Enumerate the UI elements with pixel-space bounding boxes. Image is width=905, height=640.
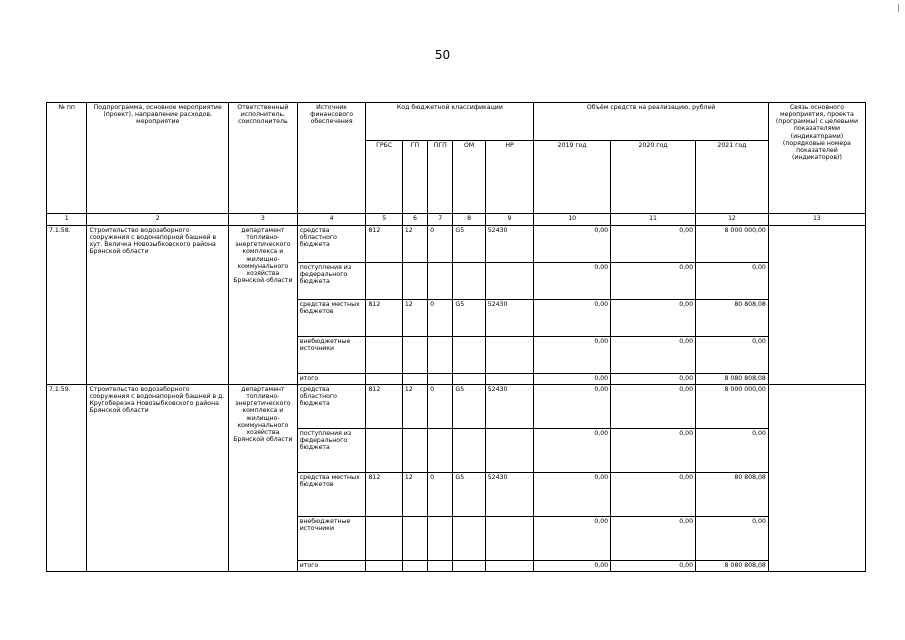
nr-code [485, 337, 534, 374]
record-number: 7.1.59. [47, 385, 87, 572]
header-budget-code: Код бюджетной классификации [366, 103, 534, 141]
header-gp: ГП [402, 141, 427, 214]
amount-2019: 0,00 [534, 517, 611, 561]
col-number: 13 [768, 214, 865, 226]
gp-code: 12 [402, 226, 427, 263]
total-2019: 0,00 [534, 561, 611, 572]
amount-2021: 0,00 [696, 517, 769, 561]
amount-2021: 0,00 [696, 263, 769, 300]
pgp-code: 0 [428, 226, 453, 263]
amount-2020: 0,00 [611, 473, 696, 517]
header-pgp: ПГП [428, 141, 453, 214]
amount-2021: 80 808,08 [696, 300, 769, 337]
amount-2020: 0,00 [611, 337, 696, 374]
indicator-link [768, 226, 865, 385]
funding-source: средства областного бюджета [297, 226, 366, 263]
header-amount: Объём средств на реализацию, рублей [534, 103, 769, 141]
gp-code [402, 263, 427, 300]
gp-code [402, 429, 427, 473]
scan-edge-mark [898, 4, 899, 12]
header-2020: 2020 год [611, 141, 696, 214]
col-number: 8 [453, 214, 485, 226]
table-body [47, 226, 866, 572]
amount-2020: 0,00 [611, 300, 696, 337]
amount-2021: 0,00 [696, 429, 769, 473]
om-code: G5 [453, 473, 485, 517]
record-title: Строительство водозаборного сооружения с водонапорной башней в хут. Величка Новозыбковского района Брянской области [87, 226, 229, 385]
grbs-code: 812 [366, 300, 402, 337]
pgp-code: 0 [428, 300, 453, 337]
record-title: Строительство водозаборного сооружения с водонапорной башней в д. Кругоберезка Новозыбковского района Брянской области [87, 385, 229, 572]
col-number: 1 [47, 214, 87, 226]
grbs-code: 812 [366, 226, 402, 263]
record-executor: департамент топливно-энергетического комплекса и жилищно-коммунального хозяйства Брянской области [228, 226, 297, 385]
funding-source: поступления из федерального бюджета [297, 263, 366, 300]
amount-2019: 0,00 [534, 226, 611, 263]
nr-code: 52430 [485, 385, 534, 429]
col-number: 6 [402, 214, 427, 226]
gp-code: 12 [402, 300, 427, 337]
nr-code: 52430 [485, 473, 534, 517]
total-2020: 0,00 [611, 374, 696, 385]
amount-2021: 80 808,08 [696, 473, 769, 517]
gp-code: 12 [402, 473, 427, 517]
header-nr: НР [485, 141, 534, 214]
om-code [453, 517, 485, 561]
header-om: ОМ [453, 141, 485, 214]
funding-source: внебюджетные источники [297, 517, 366, 561]
header-num: № пп [47, 103, 87, 214]
total-label: итого [297, 374, 366, 385]
header-executor: Ответственный исполнитель, соисполнитель [228, 103, 297, 214]
om-code [453, 429, 485, 473]
table-row [47, 226, 866, 263]
indicator-link [768, 385, 865, 572]
budget-table [46, 102, 866, 572]
pgp-code [428, 263, 453, 300]
total-2019: 0,00 [534, 374, 611, 385]
grbs-code: 812 [366, 385, 402, 429]
amount-2020: 0,00 [611, 226, 696, 263]
gp-code [402, 517, 427, 561]
nr-code: 52430 [485, 226, 534, 263]
pgp-code [428, 517, 453, 561]
col-number: 12 [696, 214, 769, 226]
amount-2019: 0,00 [534, 337, 611, 374]
nr-code [485, 429, 534, 473]
header-2021: 2021 год [696, 141, 769, 214]
grbs-code [366, 429, 402, 473]
funding-source: средства областного бюджета [297, 385, 366, 429]
amount-2021: 8 000 000,00 [696, 226, 769, 263]
funding-source: поступления из федерального бюджета [297, 429, 366, 473]
om-code: G5 [453, 226, 485, 263]
pgp-code: 0 [428, 473, 453, 517]
col-number: 9 [485, 214, 534, 226]
header-link: Связь основного мероприятия, проекта (программы) с целевыми показателями (индикаторами) (порядковые номера показателей (индикаторов)) [768, 103, 865, 214]
total-2020: 0,00 [611, 561, 696, 572]
amount-2020: 0,00 [611, 385, 696, 429]
header-source: Источник финансового обеспечения [297, 103, 366, 214]
table-row [47, 385, 866, 429]
om-code [453, 337, 485, 374]
om-code: G5 [453, 300, 485, 337]
amount-2019: 0,00 [534, 263, 611, 300]
amount-2020: 0,00 [611, 263, 696, 300]
col-number: 7 [428, 214, 453, 226]
nr-code [485, 517, 534, 561]
col-number: 10 [534, 214, 611, 226]
amount-2019: 0,00 [534, 429, 611, 473]
amount-2019: 0,00 [534, 300, 611, 337]
amount-2021: 0,00 [696, 337, 769, 374]
gp-code: 12 [402, 385, 427, 429]
grbs-code [366, 337, 402, 374]
column-number-row [47, 214, 866, 226]
total-label: итого [297, 561, 366, 572]
om-code [453, 263, 485, 300]
pgp-code [428, 337, 453, 374]
record-number: 7.1.58. [47, 226, 87, 385]
funding-source: средства местных бюджетов [297, 473, 366, 517]
grbs-code: 812 [366, 473, 402, 517]
header-program: Подпрограмма, основное мероприятие (проект), направление расходов, мероприятие [87, 103, 229, 214]
header-grbs: ГРБС [366, 141, 402, 214]
header-2019: 2019 год [534, 141, 611, 214]
funding-source: средства местных бюджетов [297, 300, 366, 337]
nr-code [485, 263, 534, 300]
amount-2019: 0,00 [534, 385, 611, 429]
gp-code [402, 337, 427, 374]
amount-2020: 0,00 [611, 517, 696, 561]
col-number: 4 [297, 214, 366, 226]
amount-2019: 0,00 [534, 473, 611, 517]
grbs-code [366, 263, 402, 300]
col-number: 2 [87, 214, 229, 226]
col-number: 11 [611, 214, 696, 226]
om-code: G5 [453, 385, 485, 429]
nr-code: 52430 [485, 300, 534, 337]
amount-2021: 8 000 000,00 [696, 385, 769, 429]
pgp-code: 0 [428, 385, 453, 429]
grbs-code [366, 517, 402, 561]
total-2021: 8 080 808,08 [696, 561, 769, 572]
pgp-code [428, 429, 453, 473]
record-executor: департамент топливно-энергетического комплекса и жилищно-коммунального хозяйства Брянской области [228, 385, 297, 572]
col-number: 5 [366, 214, 402, 226]
total-2021: 8 080 808,08 [696, 374, 769, 385]
amount-2020: 0,00 [611, 429, 696, 473]
page-number: 50 [434, 48, 451, 62]
col-number: 3 [228, 214, 297, 226]
funding-source: внебюджетные источники [297, 337, 366, 374]
